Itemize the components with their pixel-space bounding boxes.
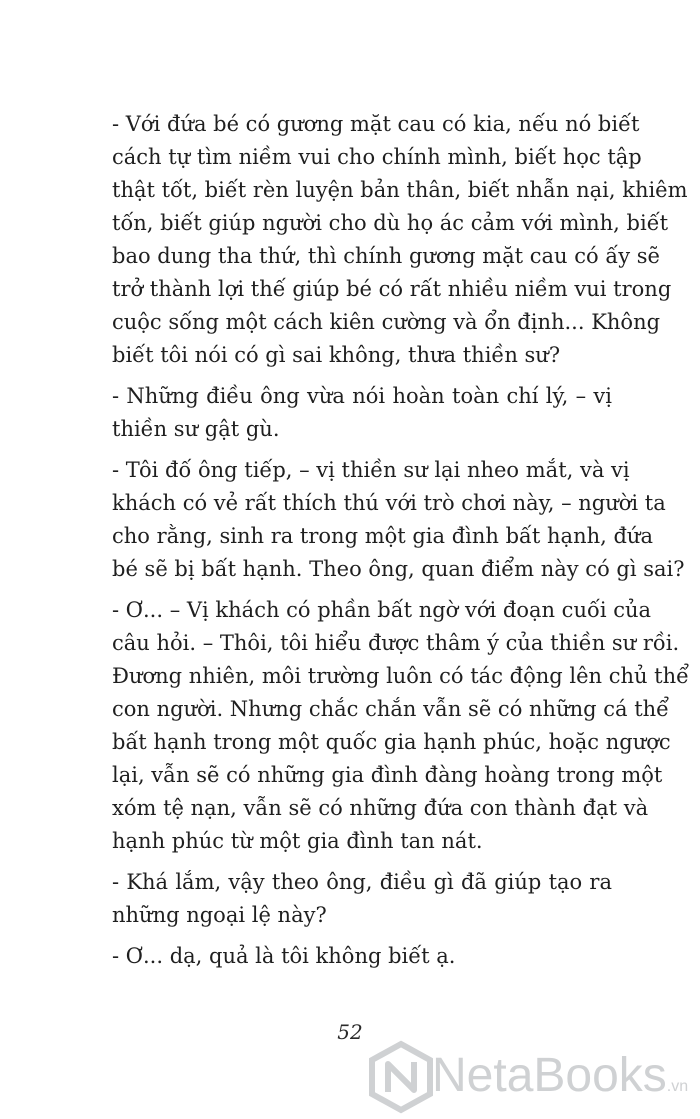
text-line: thật tốt, biết rèn luyện bản thân, biết nhẫn nại, khiêm — [112, 178, 688, 202]
text-line: tốn, biết giúp người cho dù họ ác cảm với mình, biết — [112, 211, 669, 235]
netabooks-watermark — [368, 1040, 700, 1114]
text-line: cách tự tìm niềm vui cho chính mình, biết học tập — [112, 145, 642, 169]
text-line: trở thành lợi thế giúp bé có rất nhiều niềm vui trong — [112, 277, 672, 301]
text-line: lại, vẫn sẽ có những gia đình đàng hoàng trong một — [112, 763, 663, 787]
text-line: - Những điều ông vừa nói hoàn toàn chí lý, – vị — [112, 384, 612, 408]
text-line: - Ơ... dạ, quả là tôi không biết ạ. — [112, 944, 456, 968]
text-line: cuộc sống một cách kiên cường và ổn định... Không — [112, 310, 661, 334]
paragraph-5 — [112, 866, 612, 932]
netabooks-logo-icon — [368, 1040, 434, 1114]
paragraph-6 — [112, 940, 612, 973]
paragraph-4 — [112, 594, 690, 858]
text-line: biết tôi nói có gì sai không, thưa thiền sư? — [112, 343, 561, 367]
text-line: xóm tệ nạn, vẫn sẽ có những đứa con thành đạt và — [112, 796, 649, 820]
text-line: thiền sư gật gù. — [112, 417, 280, 441]
text-line: cho rằng, sinh ra trong một gia đình bất hạnh, đứa — [112, 524, 653, 548]
paragraph-3 — [112, 454, 685, 586]
text-line: Đương nhiên, môi trường luôn có tác động lên chủ thể — [112, 664, 690, 688]
text-line: - Khá lắm, vậy theo ông, điều gì đã giúp tạo ra — [112, 870, 612, 894]
text-line: - Ơ... – Vị khách có phần bất ngờ với đoạn cuối của — [112, 598, 652, 622]
watermark-text — [432, 1050, 688, 1113]
paragraph-1 — [112, 108, 688, 372]
text-line: hạnh phúc từ một gia đình tan nát. — [112, 829, 483, 853]
text-line: con người. Nhưng chắc chắn vẫn sẽ có những cá thể — [112, 697, 670, 721]
page-number: 52 — [337, 1020, 363, 1044]
text-line: bất hạnh trong một quốc gia hạnh phúc, hoặc ngược — [112, 730, 671, 754]
watermark-suffix: .vn — [666, 1078, 689, 1095]
text-line: câu hỏi. – Thôi, tôi hiểu được thâm ý của thiền sư rồi. — [112, 631, 680, 655]
watermark-name: NetaBooks — [432, 1049, 667, 1102]
paragraph-2 — [112, 380, 612, 446]
text-line: - Tôi đố ông tiếp, – vị thiền sư lại nheo mắt, và vị — [112, 458, 630, 482]
page-body-text — [112, 108, 690, 973]
text-line: - Với đứa bé có gương mặt cau có kia, nếu nó biết — [112, 112, 640, 136]
text-line: bé sẽ bị bất hạnh. Theo ông, quan điểm này có gì sai? — [112, 557, 685, 581]
text-line: khách có vẻ rất thích thú với trò chơi này, – người ta — [112, 491, 666, 515]
text-line: những ngoại lệ này? — [112, 903, 327, 927]
text-line: bao dung tha thứ, thì chính gương mặt cau có ấy sẽ — [112, 244, 660, 268]
